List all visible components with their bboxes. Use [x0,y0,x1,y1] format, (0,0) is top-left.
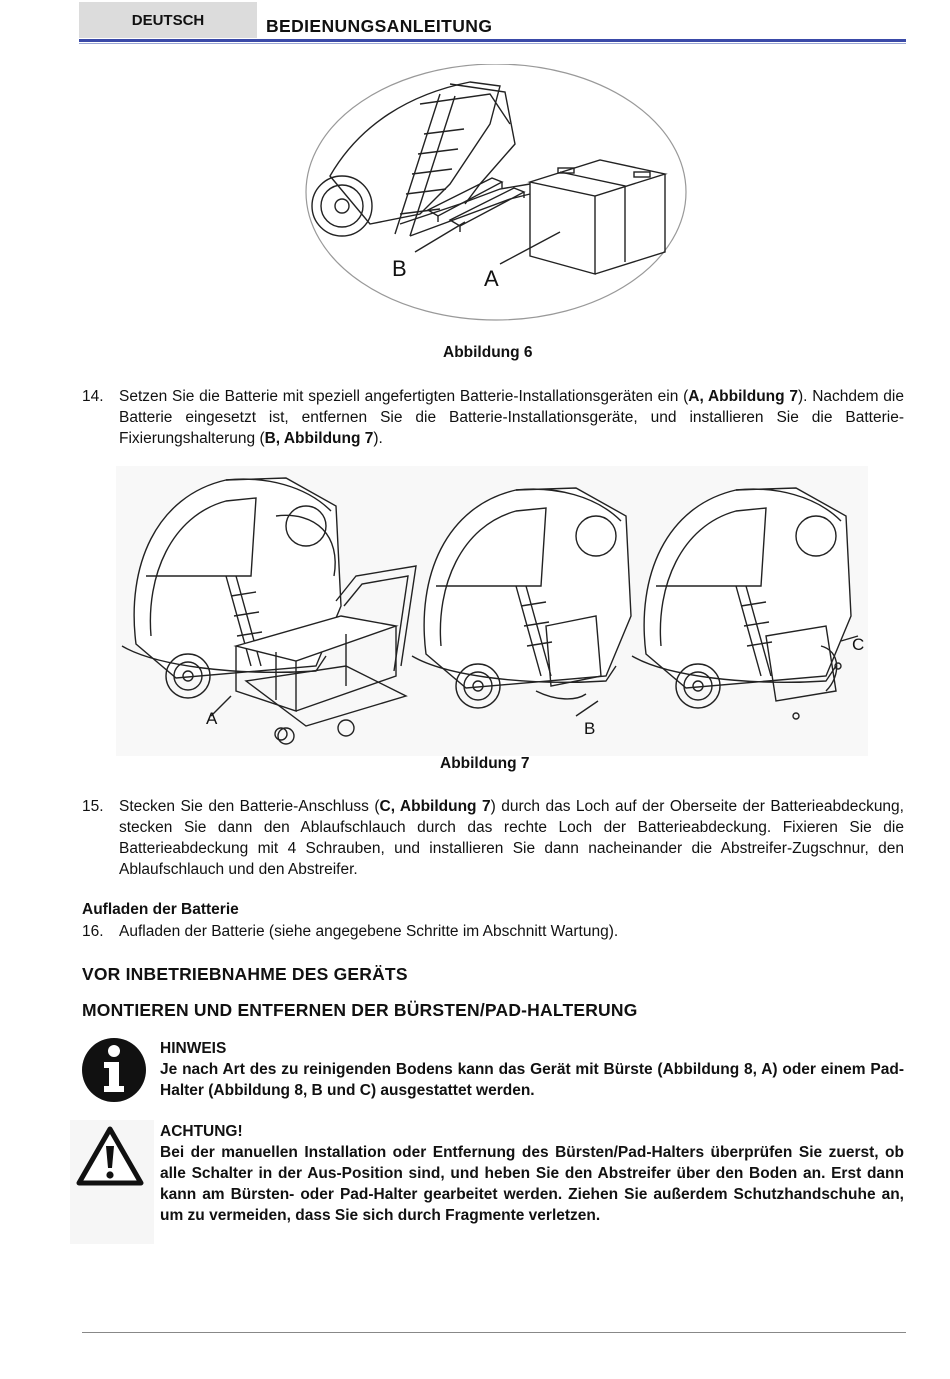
step-15 [82,796,904,880]
step-14-text-part: ). Nachdem die Batterie eingesetzt ist, entfernen Sie die Batterie-Installationsgeräte, und installieren Sie die Batterie-Fixierungshalterung ( [119,388,904,447]
step-number: 15. [82,798,104,815]
notice-title: HINWEIS [160,1040,227,1057]
step-15-text-part: ) durch das Loch auf der Oberseite der Batterieabdeckung, stecken Sie dann den Ablaufschlauch durch das rechte Loch der Batterieabdeckung. Fixieren Sie die Batterieabdeckung mit 4 Schrauben, und installieren Sie dann nacheinander die Abstreifer-Zugschnur, den Ablaufschlauch und den Abstreifer. [119,798,904,878]
figure-7-illustration [116,466,868,756]
step-text: Aufladen der Batterie (siehe angegebene Schritte im Abschnitt Wartung). [119,923,619,940]
notice-hinweis [160,1038,904,1101]
warning-icon [76,1126,144,1186]
step-14-reference: A, Abbildung 7 [688,388,798,405]
figure-6-label-a: A [484,266,499,291]
section-heading-before-operation: VOR INBETRIEBNAHME DES GERÄTS [82,964,408,984]
step-number: 14. [82,388,104,405]
figure-7-label-c: C [852,635,865,654]
step-text [119,796,904,880]
notice-text: Je nach Art des zu reinigenden Bodens kann das Gerät mit Bürste (Abbildung 8, A) oder einem Pad-Halter (Abbildung 8, B und C) ausgestattet werden. [160,1061,904,1099]
step-14-reference: B, Abbildung 7 [264,430,374,447]
step-14-text-part: ). [373,430,383,447]
page-header [79,0,906,44]
info-icon [80,1036,148,1104]
header-rule-thin [79,43,906,44]
document-title: BEDIENUNGSANLEITUNG [266,16,493,36]
figure-6-label-b: B [392,256,407,281]
figure-7-caption: Abbildung 7 [440,755,530,772]
notice-achtung [160,1121,904,1226]
header-rule [79,39,906,42]
step-16 [82,921,904,942]
step-number: 16. [82,923,104,940]
footer-rule [82,1332,906,1333]
step-15-text-part: Stecken Sie den Batterie-Anschluss ( [119,798,380,815]
language-tab: DEUTSCH [79,2,257,38]
figure-7-label-a: A [206,709,218,728]
warning-text: Bei der manuellen Installation oder Entfernung des Bürsten/Pad-Halters überprüfen Sie zuerst, ob alle Schalter in der Aus-Position sind, und heben Sie den Abstreifer über den Boden an. Erst dann kann am Bürsten- oder Pad-Halter gearbeitet werden. Ziehen Sie außerdem Schutzhandschuhe an, um zu vermeiden, dass Sie sich durch Fragmente verletzen. [160,1144,904,1224]
figure-7-label-b: B [584,719,596,738]
charging-heading: Aufladen der Batterie [82,901,239,918]
figure-6-illustration [300,64,692,326]
step-14-text-part: Setzen Sie die Batterie mit speziell angefertigten Batterie-Installationsgeräten ein ( [119,388,689,405]
step-15-reference: C, Abbildung 7 [379,798,491,815]
figure-6-caption: Abbildung 6 [443,344,533,361]
section-heading-brush-mounting: MONTIEREN UND ENTFERNEN DER BÜRSTEN/PAD-HALTERUNG [82,1000,638,1020]
step-14 [82,386,904,449]
warning-title: ACHTUNG! [160,1123,243,1140]
step-text [119,386,904,449]
